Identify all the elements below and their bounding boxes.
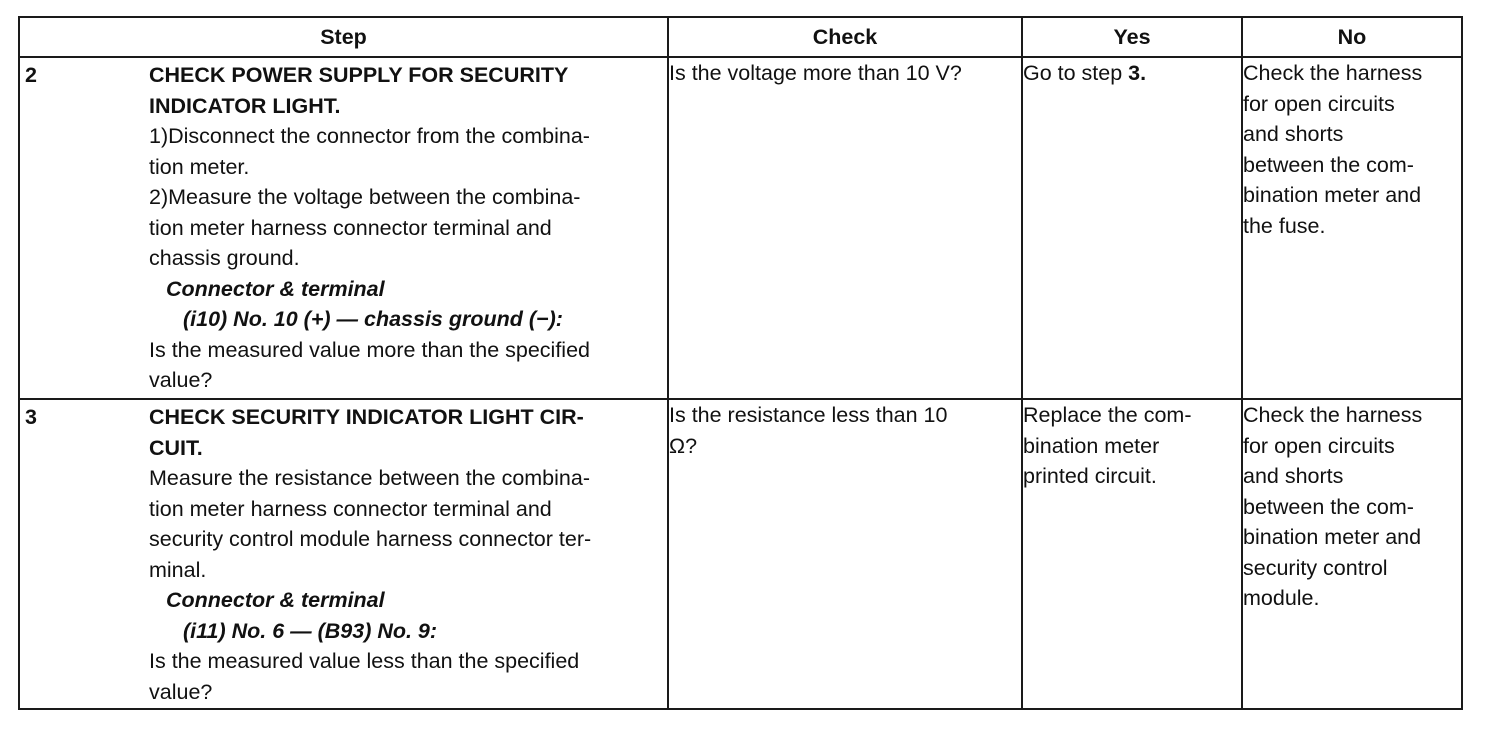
step-cell [19, 57, 668, 399]
step-title-line: CHECK POWER SUPPLY FOR SECURITY [149, 63, 569, 87]
no-line: the fuse. [1243, 213, 1326, 238]
header-check: Check [668, 17, 1022, 57]
step-body [149, 400, 667, 707]
check-cell [668, 399, 1022, 709]
spec-heading: Connector & terminal [166, 276, 385, 301]
step-title-line: CHECK SECURITY INDICATOR LIGHT CIR- [149, 405, 584, 429]
step-cell [19, 399, 668, 709]
step-number: 2 [25, 63, 37, 87]
yes-cell [1022, 57, 1242, 399]
spec-heading: Connector & terminal [166, 588, 385, 612]
spec-value: (i10) No. 10 (+) — chassis ground (−): [183, 307, 563, 331]
no-line: Check the harness [1243, 403, 1423, 427]
instruction-line: tion meter harness connector terminal and [149, 496, 552, 521]
yes-line: printed circuit. [1023, 464, 1157, 488]
instruction-line: tion meter. [149, 154, 250, 179]
yes-prefix: Go to step [1023, 61, 1129, 85]
instruction-line: security control module harness connector ter- [149, 527, 592, 551]
check-text: Is the voltage more than 10 V? [669, 61, 962, 85]
no-line: and shorts [1243, 464, 1344, 488]
table-row-step-3 [19, 399, 1462, 709]
header-yes: Yes [1022, 17, 1242, 57]
question-line: value? [149, 368, 213, 392]
yes-step-ref: 3. [1128, 61, 1147, 85]
question-line: Is the measured value less than the specified [149, 649, 580, 673]
step-number: 3 [25, 405, 37, 429]
no-line: bination meter and [1243, 183, 1422, 207]
check-line: Is the resistance less than 10 [669, 403, 948, 427]
diagnosis-table [18, 16, 1463, 710]
step-title-line: INDICATOR LIGHT. [149, 93, 341, 118]
no-line: bination meter and [1243, 525, 1422, 549]
header-row [19, 17, 1462, 57]
no-line: between the com- [1243, 152, 1414, 177]
no-line: for open circuits [1243, 433, 1395, 458]
no-line: security control [1243, 555, 1388, 580]
instruction-line: minal. [149, 557, 207, 582]
yes-line: bination meter [1023, 433, 1160, 458]
check-line: Ω? [669, 433, 698, 458]
question-line: value? [149, 679, 213, 704]
header-step: Step [19, 17, 668, 57]
check-cell [668, 57, 1022, 399]
instruction-line: 2)Measure the voltage between the combina- [149, 185, 581, 209]
yes-line: Replace the com- [1023, 403, 1192, 427]
no-line: Check the harness [1243, 61, 1423, 85]
no-cell [1242, 399, 1462, 709]
no-line: for open circuits [1243, 91, 1395, 116]
yes-cell [1022, 399, 1242, 709]
header-no: No [1242, 17, 1462, 57]
no-line: between the com- [1243, 494, 1414, 519]
no-cell [1242, 57, 1462, 399]
instruction-line: tion meter harness connector terminal and [149, 215, 552, 240]
no-line: module. [1243, 586, 1320, 610]
spec-value: (i11) No. 6 — (B93) No. 9: [183, 618, 438, 643]
question-line: Is the measured value more than the specified [149, 337, 591, 362]
step-body [149, 58, 667, 396]
yes-text [1023, 58, 1241, 89]
no-line: and shorts [1243, 122, 1344, 146]
instruction-line: 1)Disconnect the connector from the combina- [149, 124, 590, 148]
table-row-step-2 [19, 57, 1462, 399]
instruction-line: Measure the resistance between the combina- [149, 466, 590, 490]
step-title-line: CUIT. [149, 435, 203, 460]
instruction-line: chassis ground. [149, 246, 300, 270]
